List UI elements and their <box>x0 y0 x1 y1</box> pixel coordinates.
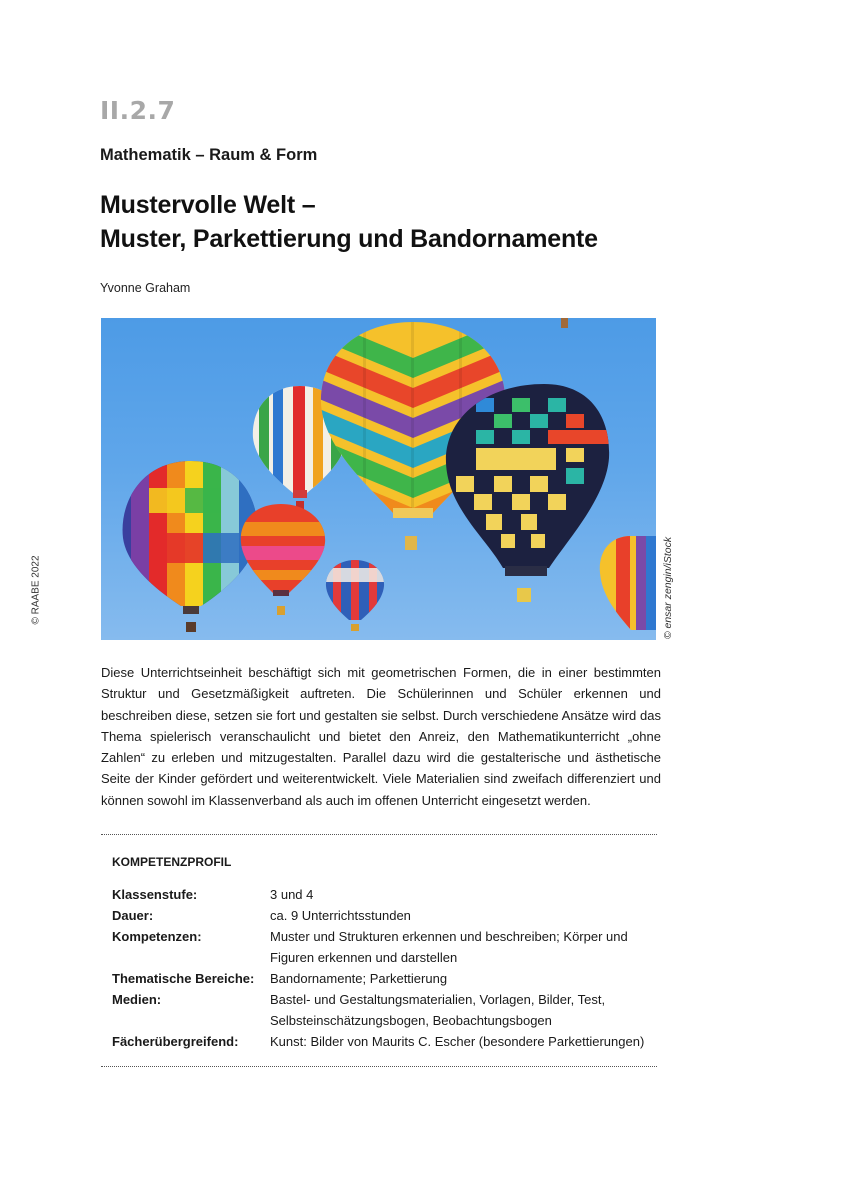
title-line-2: Muster, Parkettierung und Bandornamente <box>100 225 598 253</box>
subject-heading: Mathematik – Raum & Form <box>100 146 318 164</box>
unit-number: II.2.7 <box>100 96 176 125</box>
profile-row-competencies <box>112 926 652 968</box>
profile-row-grade <box>112 884 652 905</box>
profile-value: ca. 9 Unterrichtsstunden <box>270 908 411 923</box>
profile-value: Muster und Strukturen erkennen und beschreiben; Körper und Figuren erkennen und darstellen <box>270 929 628 965</box>
profile-label: Dauer: <box>112 908 154 923</box>
side-copyright: © RAABE 2022 <box>30 555 42 625</box>
profile-label: Thematische Bereiche: <box>112 971 255 986</box>
author: Yvonne Graham <box>100 281 191 295</box>
profile-label: Fächerübergreifend: <box>112 1034 239 1049</box>
balloons-illustration <box>101 318 656 640</box>
profile-value: Bastel- und Gestaltungsmaterialien, Vorlagen, Bilder, Test, Selbsteinschätzungsbogen, Beobachtungsbogen <box>270 992 606 1028</box>
divider-bottom <box>101 1066 657 1067</box>
profile-value: Kunst: Bilder von Maurits C. Escher (besondere Parkettierungen) <box>270 1034 645 1049</box>
hot-air-balloons-photo <box>101 318 656 640</box>
intro-paragraph: Diese Unterrichtseinheit beschäftigt sich mit geometrischen Formen, die in einer bestimmten Struktur und Gesetzmäßigkeit auftreten. Die Schülerinnen und Schüler erkennen und beschreiben diese, setzen sie fort und gestalten sie selbst. Durch verschiedene Ansätze wird das Thema spielerisch veranschaulicht und bietet den Anreiz, den Mathematikunterricht „ohne Zahlen“ zu erleben und mitzugestalten. Parallel dazu wird die gestalterische und ästhetische Seite der Kinder gefördert und weiterentwickelt. Viele Materialien sind zweifach differenziert und können sowohl im Klassenverband als auch im offenen Unterricht eingesetzt werden. <box>101 665 661 808</box>
profile-row-topics <box>112 968 652 989</box>
profile-label: Kompetenzen: <box>112 929 202 944</box>
profile-value: Bandornamente; Parkettierung <box>270 971 448 986</box>
profile-heading: KOMPETENZPROFIL <box>112 855 232 869</box>
document-title <box>100 188 598 256</box>
profile-row-duration <box>112 905 652 926</box>
photo-credit: © ensar zengin/iStock <box>662 536 674 640</box>
divider-top <box>101 834 657 835</box>
profile-label: Klassenstufe: <box>112 887 198 902</box>
profile-value: 3 und 4 <box>270 887 314 902</box>
profile-row-interdisciplinary <box>112 1031 652 1052</box>
competence-profile <box>112 855 652 1052</box>
profile-label: Medien: <box>112 992 162 1007</box>
profile-row-media <box>112 989 652 1031</box>
title-line-1: Mustervolle Welt – <box>100 191 316 219</box>
